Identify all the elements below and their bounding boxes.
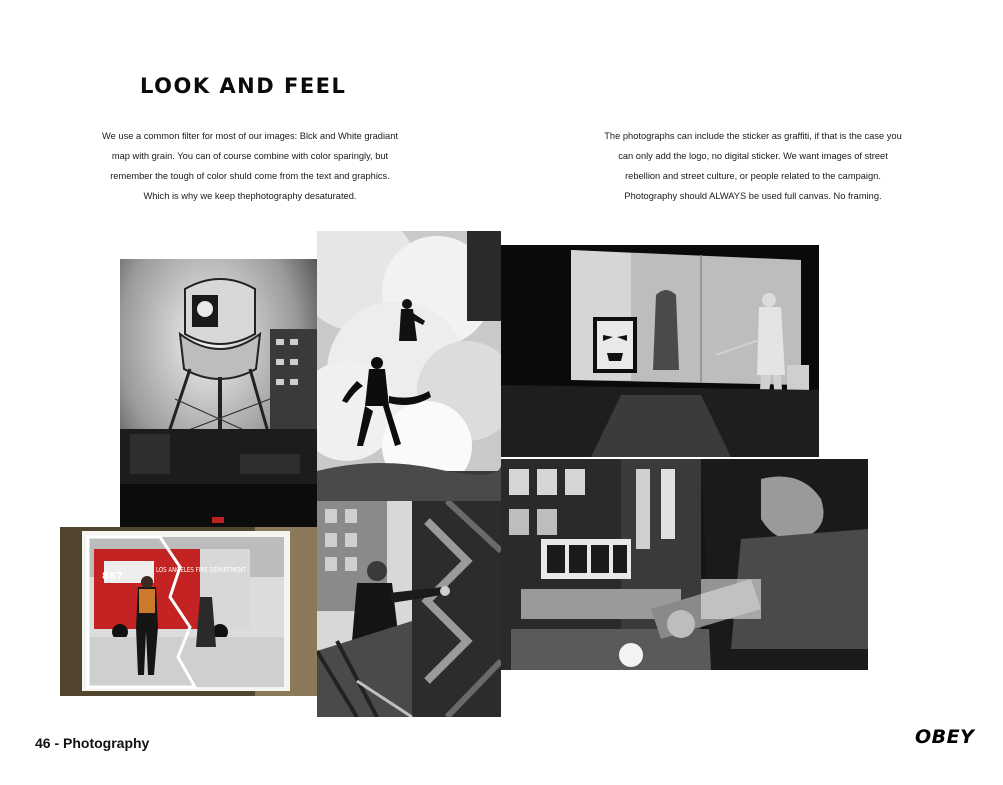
intro-paragraph-left: We use a common filter for most of our images: Blck and White gradiant map with grain. You can of course combine with color sparingly, but remember the tough of color shuld come from the text and graphics. Which is why we keep thephotography desaturated. xyxy=(102,131,398,201)
water-tower-photo xyxy=(120,259,317,527)
tear-gas-protest-photo xyxy=(317,231,501,501)
fire-truck-sign: LOS ANGELES FIRE DEPARTMENT xyxy=(156,566,247,574)
wall-paste-up-photo xyxy=(501,245,819,457)
street-night-photo xyxy=(501,459,868,670)
footer-page-label: 46 - Photography xyxy=(35,735,150,751)
intro-paragraph-right: The photographs can include the sticker as graffiti, if that is the case you can only add the logo, no digital sticker. We want images of street rebellion and street culture, or people related to the campaign. Photography should ALWAYS be used full canvas. No framing. xyxy=(604,131,902,201)
torn-collage-photo xyxy=(60,527,317,696)
fire-truck-number: 867 xyxy=(102,571,123,582)
mural-painting-photo xyxy=(317,501,501,717)
page-title: LOOK AND FEEL xyxy=(140,74,347,98)
obey-logo: OBEY xyxy=(915,726,975,748)
